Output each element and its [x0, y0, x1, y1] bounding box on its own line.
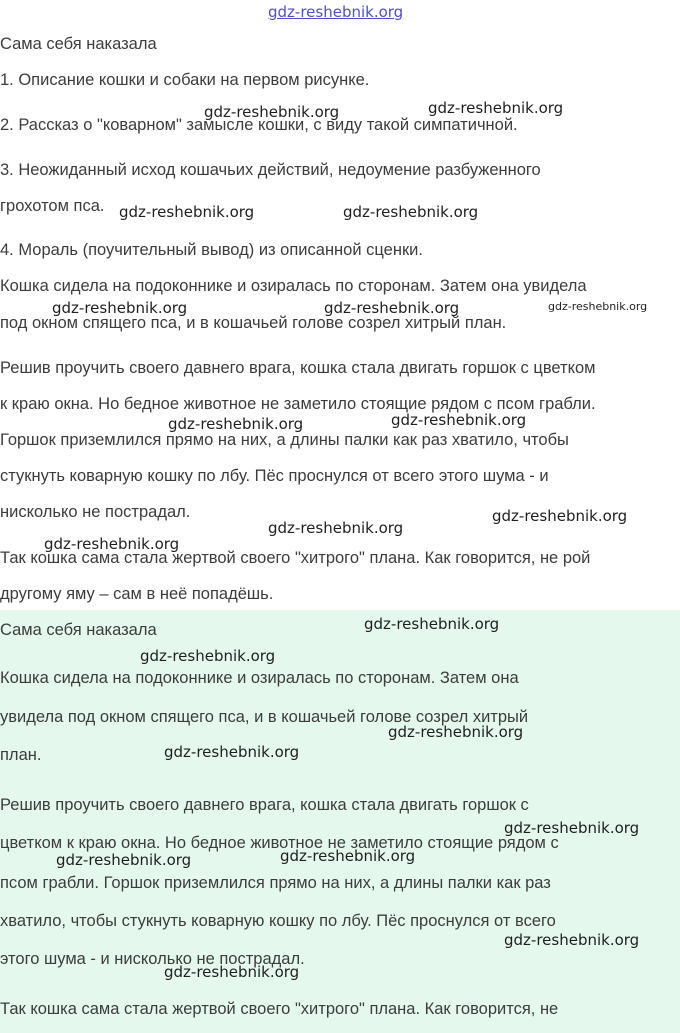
story-line: Решив проучить своего давнего врага, кошка стала двигать горшок с цветком — [0, 359, 596, 377]
story-line: Кошка сидела на подоконнике и озиралась по сторонам. Затем она увидела — [0, 277, 587, 295]
watermark: gdz-reshebnik.org — [204, 103, 340, 121]
watermark: gdz-reshebnik.org — [52, 299, 188, 317]
watermark: gdz-reshebnik.org — [56, 851, 192, 869]
plan-item: 1. Описание кошки и собаки на первом рисунке. — [0, 71, 370, 89]
watermark: gdz-reshebnik.org — [391, 411, 527, 429]
story-line: Горшок приземлился прямо на них, а длины палки как раз хватило, чтобы — [0, 431, 569, 449]
story-line: стукнуть коварную кошку по лбу. Пёс проснулся от всего этого шума - и — [0, 467, 549, 485]
plan-item: грохотом пса. — [0, 197, 105, 215]
watermark: gdz-reshebnik.org — [388, 723, 524, 741]
watermark: gdz-reshebnik.org — [324, 299, 460, 317]
plan-item: 3. Неожиданный исход кошачьих действий, недоумение разбуженного — [0, 161, 541, 179]
watermark: gdz-reshebnik.org — [364, 615, 500, 633]
story-line: Так кошка сама стала жертвой своего "хитрого" плана. Как говорится, не рой — [0, 549, 591, 567]
answer-line: Кошка сидела на подоконнике и озиралась по сторонам. Затем она — [0, 669, 519, 687]
answer-title: Сама себя наказала — [0, 621, 157, 639]
watermark: gdz-reshebnik.org — [280, 847, 416, 865]
answer-line: псом грабли. Горшок приземлился прямо на них, а длины палки как раз — [0, 874, 551, 892]
watermark: gdz-reshebnik.org — [492, 507, 628, 525]
answer-line: Так кошка сама стала жертвой своего "хитрого" плана. Как говорится, не — [0, 1000, 559, 1018]
watermark: gdz-reshebnik.org — [268, 519, 404, 537]
answer-line: увидела под окном спящего пса, и в кошачьей голове созрел хитрый — [0, 708, 529, 726]
watermark: gdz-reshebnik.org — [164, 963, 300, 981]
answer-line: план. — [0, 746, 42, 764]
watermark: gdz-reshebnik.org — [343, 203, 479, 221]
watermark: gdz-reshebnik.org — [504, 819, 640, 837]
story-line: другому яму – сам в неё попадёшь. — [0, 585, 274, 603]
watermark: gdz-reshebnik.org — [140, 647, 276, 665]
watermark: gdz-reshebnik.org — [119, 203, 255, 221]
plan-item: 2. Рассказ о "коварном" замысле кошки, с виду такой симпатичной. — [0, 116, 518, 134]
answer-line: этого шума - и нисколько не пострадал. — [0, 950, 305, 968]
answer-line: Решив проучить своего давнего врага, кошка стала двигать горшок с — [0, 796, 529, 814]
answer-line: хватило, чтобы стукнуть коварную кошку по лбу. Пёс проснулся от всего — [0, 912, 556, 930]
watermark: gdz-reshebnik.org — [504, 931, 640, 949]
answer-line: цветком к краю окна. Но бедное животное не заметило стоящие рядом с — [0, 834, 559, 852]
watermark: gdz-reshebnik.org — [44, 535, 180, 553]
watermark: gdz-reshebnik.org — [548, 300, 648, 313]
story-line: нисколько не пострадал. — [0, 503, 191, 521]
story-line: под окном спящего пса, и в кошачьей голове созрел хитрый план. — [0, 314, 507, 332]
story-line: к краю окна. Но бедное животное не заметило стоящие рядом с псом грабли. — [0, 395, 596, 413]
plan-title: Сама себя наказала — [0, 35, 157, 53]
watermark: gdz-reshebnik.org — [164, 743, 300, 761]
watermark: gdz-reshebnik.org — [428, 99, 564, 117]
plan-item: 4. Мораль (поучительный вывод) из описанной сценки. — [0, 241, 423, 259]
watermark: gdz-reshebnik.org — [168, 415, 304, 433]
site-watermark-link[interactable]: gdz-reshebnik.org — [268, 3, 404, 21]
